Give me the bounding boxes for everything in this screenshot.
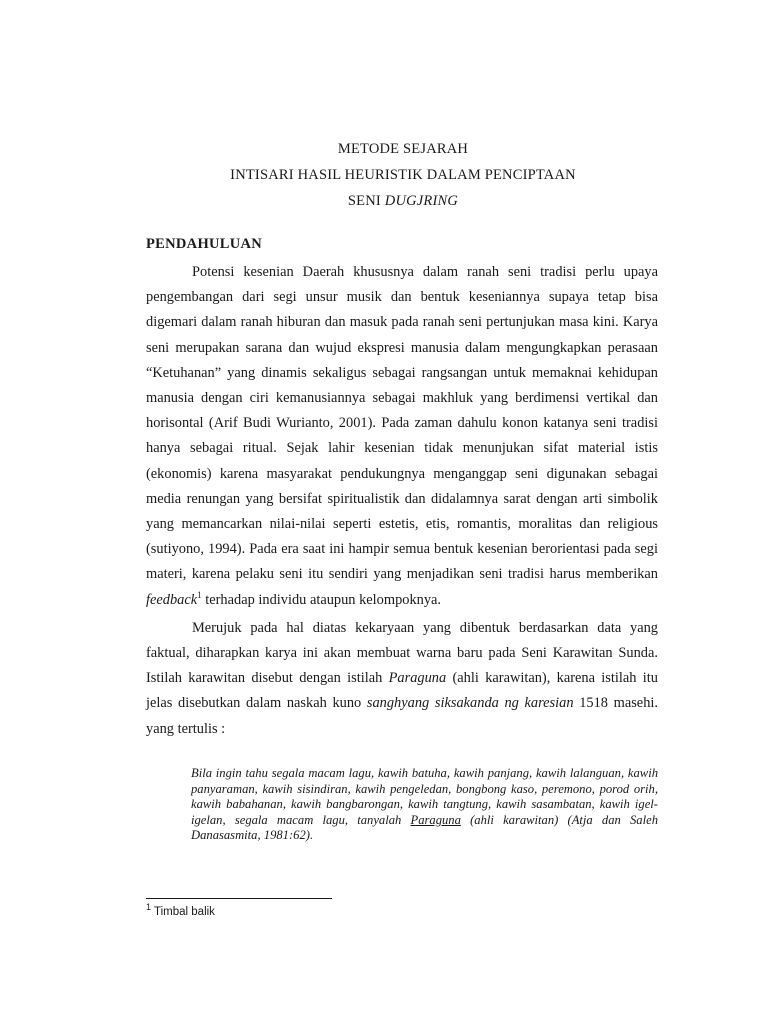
paragraph-2-italic-1: Paraguna [388, 670, 447, 687]
paragraph-1 [146, 260, 658, 613]
paragraph-2 [146, 616, 658, 742]
paragraph-2-part-1: Merujuk pada hal diatas kekaryaan yang dibentuk berdasarkan data yang faktual, diharapkan karya ini akan membuat warna baru pada Seni Karawitan Sunda. Istilah karawitan disebut dengan istilah [146, 619, 658, 687]
title-line-1: METODE SEJARAH [337, 141, 469, 157]
quote-citation: (ahli karawitan) (Atja dan Saleh Danasasmita, 1981:62). [191, 812, 658, 842]
paragraph-2-italic-2: sanghyang siksakanda ng karesian [366, 695, 574, 712]
title-line-2: INTISARI HASIL HEURISTIK DALAM PENCIPTAAN [230, 167, 576, 183]
paragraph-1-part-1: Potensi kesenian Daerah khususnya dalam ranah seni tradisi perlu upaya pengembangan dari segi unsur musik dan bentuk keseniannya supaya tetap bisa digemari dalam ranah hiburan dan masuk pada ranah seni pertunjukan masa kini. Karya seni merupakan sarana dan wujud ekspresi manusia dalam mengungkapkan perasaan “Ketuhanan” yang dinamis sekaligus sebagai rangsangan untuk memaknai kehidupan manusia dengan ciri kemanusiannya sebagai makhluk yang berdimensi vertikal dan horisontal (Arif Budi Wurianto, 2001). Pada zaman dahulu konon katanya seni tradisi hanya sebagai ritual. Sejak lahir kesenian tidak menunjukan sifat material istis (ekonomis) karena masyarakat pendukungnya menganggap seni digunakan sebagai media renungan yang bersifat spiritualistik dan didalamnya sarat dengan arti simbolik yang memancarkan nilai-nilai seperti estetis, etis, romantis, moralitas dan religious (sutiyono, 1994). Pada era saat ini hampir semua bentuk kesenian berorientasi pada segi materi, karena pelaku seni itu sendiri yang menjadikan seni tradisi harus memberikan [146, 264, 658, 583]
paragraph-2-part-2: (ahli karawitan), karena istilah itu jelas disebutkan dalam naskah kuno [146, 670, 658, 712]
footnote-number: 1 [146, 902, 152, 913]
block-quote [191, 766, 658, 844]
title-line-3-italic: DUGJRING [384, 193, 459, 209]
footnote-divider [146, 898, 332, 899]
paragraph-1-italic: feedback [146, 591, 198, 608]
paragraph-2-part-3: 1518 masehi. yang tertulis : [146, 695, 658, 737]
title-line-3 [146, 188, 660, 214]
footnote-text: Timbal balik [151, 906, 215, 918]
document-title [146, 136, 660, 214]
body-text [146, 260, 658, 742]
footnote-reference[interactable]: 1 [197, 589, 202, 600]
title-line-3-prefix: SENI [347, 193, 385, 209]
quote-underlined-term: Paraguna [410, 812, 461, 827]
section-heading: PENDAHULUAN [146, 236, 263, 252]
paragraph-1-part-2: terhadap individu ataupun kelompoknya. [201, 591, 442, 608]
quote-text: Bila ingin tahu segala macam lagu, kawih batuha, kawih panjang, kawih lalanguan, kawih panyaraman, kawih sisindiran, kawih pengeledan, bongbong kaso, peremono, porod orih, kawih babahanan, kawih bangbarongan, kawih tangtung, kawih sasambatan, kawih igel-igelan, segala macam lagu, tanyalah [191, 766, 658, 827]
footnote [146, 902, 215, 918]
